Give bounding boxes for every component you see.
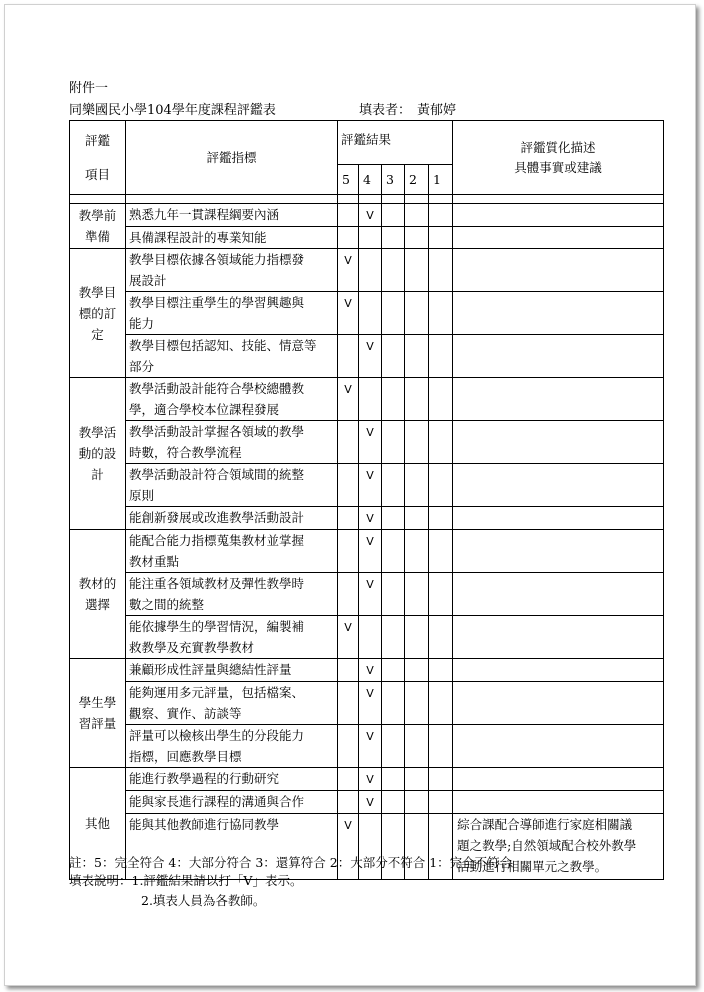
score-3-cell (382, 378, 405, 421)
score-2-cell (405, 530, 429, 573)
score-1: 1 (429, 165, 453, 195)
qualitative-note-cell (453, 616, 664, 659)
qualitative-note-cell (453, 768, 664, 791)
score-1-cell (429, 725, 453, 768)
qualitative-note-cell (453, 335, 664, 378)
score-2-cell (405, 292, 429, 335)
qualitative-note-cell (453, 292, 664, 335)
indicator-cell (126, 659, 338, 682)
score-3: 3 (382, 165, 405, 195)
indicator-line: 數之間的統整 (129, 597, 205, 612)
score-2-cell (405, 573, 429, 616)
header-category: 評鑑 項目 (70, 121, 126, 195)
score-1-cell (429, 659, 453, 682)
instruction-2: 2.填表人員為各教師。 (141, 893, 266, 908)
score-5-cell (338, 725, 359, 768)
score-5-cell (338, 464, 359, 507)
score-1-cell (429, 464, 453, 507)
score-1-cell (429, 507, 453, 530)
score-5-cell (338, 335, 359, 378)
score-4-cell (359, 659, 382, 682)
indicator-line: 教學目標包括認知、技能、情意等 (129, 338, 317, 353)
indicator-cell (126, 227, 338, 249)
category-label-part: 其他 (84, 816, 110, 831)
indicator-line: 教學活動設計能符合學校總體教 (129, 381, 305, 396)
table-row (70, 616, 664, 659)
score-1-cell (429, 227, 453, 249)
check-mark: V (344, 254, 352, 267)
score-1-cell (429, 378, 453, 421)
qualitative-note-cell (453, 791, 664, 814)
score-2-cell (405, 378, 429, 421)
qualitative-note-cell (453, 530, 664, 573)
score-2-cell (405, 204, 429, 227)
score-2-cell (405, 421, 429, 464)
indicator-line: 具備課程設計的專業知能 (129, 230, 267, 245)
score-2-cell (405, 227, 429, 249)
score-3-cell (382, 292, 405, 335)
score-5-cell (338, 616, 359, 659)
legend-note: 註：5：完全符合 4：大部分符合 3：還算符合 2：大部分不符合 1：完全不符合 (69, 855, 513, 870)
score-4-cell (359, 335, 382, 378)
indicator-cell (126, 421, 338, 464)
score-4-cell (359, 204, 382, 227)
category-cell (70, 530, 126, 659)
score-3-cell (382, 659, 405, 682)
qualitative-note-cell (453, 573, 664, 616)
note-line: 活動進行相關單元之教學。 (457, 859, 608, 874)
score-2-cell (405, 616, 429, 659)
indicator-cell (126, 530, 338, 573)
score-5-cell (338, 768, 359, 791)
table-row (70, 378, 664, 421)
check-mark: V (344, 621, 352, 634)
indicator-line: 能力 (129, 316, 155, 331)
indicator-line: 指標，回應教學目標 (129, 749, 242, 764)
qualitative-note-cell (453, 378, 664, 421)
score-5: 5 (338, 165, 359, 195)
table-row (70, 768, 664, 791)
score-1-cell (429, 573, 453, 616)
score-3-cell (382, 249, 405, 292)
score-3-cell (382, 464, 405, 507)
score-3-cell (382, 791, 405, 814)
category-label-part: 計 (91, 467, 104, 482)
indicator-line: 能依據學生的學習情況，編製補 (129, 619, 305, 634)
document-page (4, 4, 696, 986)
score-4-cell (359, 227, 382, 249)
table-row (70, 682, 664, 725)
score-3-cell (382, 616, 405, 659)
check-mark: V (366, 512, 374, 525)
indicator-line: 學，適合學校本位課程發展 (129, 402, 280, 417)
category-label-part: 定 (91, 326, 104, 342)
category-label-part: 教學目 (78, 284, 117, 300)
table-row (70, 791, 664, 814)
score-1-cell (429, 530, 453, 573)
indicator-line: 展設計 (129, 273, 167, 288)
score-2-cell (405, 507, 429, 530)
indicator-line: 熟悉九年一貫課程綱要內涵 (129, 207, 280, 222)
score-3-cell (382, 682, 405, 725)
indicator-line: 兼顧形成性評量與總結性評量 (129, 662, 292, 677)
table-row (70, 292, 664, 335)
indicator-line: 能與家長進行課程的溝通與合作 (129, 794, 305, 809)
table-row (70, 464, 664, 507)
indicator-cell (126, 768, 338, 791)
indicator-cell (126, 791, 338, 814)
indicator-line: 教學目標依據各領域能力指標發 (129, 252, 305, 267)
score-2-cell (405, 464, 429, 507)
score-5-cell (338, 204, 359, 227)
check-mark: V (366, 664, 374, 677)
score-5-cell (338, 249, 359, 292)
table-row (70, 227, 664, 249)
score-5-cell (338, 659, 359, 682)
score-3-cell (382, 768, 405, 791)
indicator-line: 教學目標注重學生的學習興趣與 (129, 295, 305, 310)
score-5-cell (338, 791, 359, 814)
check-mark: V (344, 383, 352, 396)
score-4-cell (359, 249, 382, 292)
table-row (70, 249, 664, 292)
table-row (70, 725, 664, 768)
score-4-cell (359, 616, 382, 659)
score-2-cell (405, 335, 429, 378)
score-3-cell (382, 530, 405, 573)
indicator-line: 能與其他教師進行協同教學 (129, 817, 280, 832)
category-label-part: 動的設 (78, 446, 117, 461)
instruction-1: 填表說明：1.評鑑結果請以打「V」表示。 (69, 873, 303, 888)
indicator-line: 教材重點 (129, 554, 180, 569)
category-cell (70, 659, 126, 768)
qualitative-note-cell (453, 464, 664, 507)
score-4-cell (359, 682, 382, 725)
score-2-cell (405, 249, 429, 292)
attachment-label: 附件一 (69, 81, 109, 96)
qualitative-note-cell (453, 507, 664, 530)
category-label-part: 學生學 (78, 695, 117, 710)
note-line: 題之教學;自然領域配合校外教學 (457, 838, 637, 853)
score-4-cell (359, 292, 382, 335)
table-row (70, 507, 664, 530)
gap-row (70, 195, 664, 204)
indicator-line: 評量可以檢核出學生的分段能力 (129, 728, 305, 743)
check-mark: V (366, 687, 374, 700)
score-4-cell (359, 725, 382, 768)
indicator-line: 教學活動設計符合領域間的統整 (129, 467, 305, 482)
check-mark: V (366, 340, 374, 353)
indicator-cell (126, 464, 338, 507)
indicator-cell (126, 507, 338, 530)
category-cell (70, 378, 126, 530)
category-cell (70, 204, 126, 249)
score-4-cell (359, 791, 382, 814)
score-5-cell (338, 292, 359, 335)
evaluation-table (69, 120, 664, 880)
table-row (70, 530, 664, 573)
indicator-line: 教學活動設計掌握各領域的教學 (129, 424, 305, 439)
qualitative-note-cell (453, 421, 664, 464)
score-5-cell (338, 421, 359, 464)
indicator-cell (126, 292, 338, 335)
score-2-cell (405, 768, 429, 791)
category-label-part: 選擇 (84, 597, 110, 612)
score-3-cell (382, 421, 405, 464)
check-mark: V (344, 297, 352, 310)
score-1-cell (429, 204, 453, 227)
check-mark: V (366, 426, 374, 439)
score-2: 2 (405, 165, 429, 195)
check-mark: V (366, 535, 374, 548)
indicator-line: 觀察、實作、訪談等 (129, 706, 242, 721)
filler-label: 填表者： (359, 103, 412, 118)
table-row (70, 421, 664, 464)
score-1-cell (429, 292, 453, 335)
indicator-line: 救教學及充實教學教材 (129, 640, 255, 655)
score-3-cell (382, 573, 405, 616)
score-4: 4 (359, 165, 382, 195)
score-3-cell (382, 725, 405, 768)
score-4-cell (359, 768, 382, 791)
score-1-cell (429, 421, 453, 464)
form-title: 同樂國民小學104學年度課程評鑑表 (69, 103, 276, 118)
score-1-cell (429, 768, 453, 791)
score-4-cell (359, 378, 382, 421)
indicator-line: 能配合能力指標蒐集教材並掌握 (129, 533, 305, 548)
indicator-line: 原則 (129, 488, 155, 503)
qualitative-note-cell (453, 204, 664, 227)
indicator-cell (126, 378, 338, 421)
category-cell (70, 249, 126, 378)
category-label-part: 教學前 (78, 208, 117, 223)
category-label-part: 教材的 (78, 576, 117, 591)
indicator-line: 能注重各領域教材及彈性教學時 (129, 576, 305, 591)
header-qualitative: 評鑑質化描述 具體事實或建議 (453, 121, 664, 195)
score-3-cell (382, 507, 405, 530)
category-label-part: 準備 (84, 229, 110, 244)
score-1-cell (429, 791, 453, 814)
score-5-cell (338, 378, 359, 421)
score-4-cell (359, 530, 382, 573)
indicator-cell (126, 682, 338, 725)
score-4-cell (359, 464, 382, 507)
check-mark: V (366, 730, 374, 743)
score-4-cell (359, 507, 382, 530)
qualitative-note-cell (453, 249, 664, 292)
check-mark: V (366, 773, 374, 786)
score-2-cell (405, 791, 429, 814)
score-4-cell (359, 421, 382, 464)
category-label-part: 教學活 (78, 425, 117, 440)
score-1-cell (429, 335, 453, 378)
qualitative-note-cell (453, 725, 664, 768)
category-label-part: 習評量 (78, 716, 117, 731)
table-row (70, 659, 664, 682)
score-3-cell (382, 204, 405, 227)
indicator-cell (126, 573, 338, 616)
qualitative-note-cell (453, 227, 664, 249)
table-row (70, 204, 664, 227)
check-mark: V (366, 469, 374, 482)
score-4-cell (359, 573, 382, 616)
score-5-cell (338, 507, 359, 530)
qualitative-note-cell (453, 682, 664, 725)
score-5-cell (338, 227, 359, 249)
category-label-part: 標的訂 (78, 305, 117, 321)
score-3-cell (382, 227, 405, 249)
filler-name: 黃郁婷 (417, 103, 457, 118)
header-result: 評鑑結果 (338, 121, 453, 165)
check-mark: V (366, 578, 374, 591)
score-5-cell (338, 682, 359, 725)
filler-line (353, 99, 456, 118)
score-1-cell (429, 682, 453, 725)
indicator-line: 能進行教學過程的行動研究 (129, 771, 280, 786)
score-2-cell (405, 725, 429, 768)
score-3-cell (382, 335, 405, 378)
score-1-cell (429, 249, 453, 292)
score-1-cell (429, 616, 453, 659)
indicator-line: 能創新發展或改進教學活動設計 (129, 510, 305, 525)
score-5-cell (338, 573, 359, 616)
note-line: 綜合課配合導師進行家庭相關議 (457, 817, 633, 832)
indicator-line: 能夠運用多元評量，包括檔案、 (129, 685, 305, 700)
indicator-cell (126, 335, 338, 378)
header-indicator: 評鑑指標 (126, 121, 338, 195)
indicator-cell (126, 204, 338, 227)
check-mark: V (344, 819, 352, 832)
indicator-line: 部分 (129, 359, 155, 374)
check-mark: V (366, 209, 374, 222)
indicator-line: 時數，符合教學流程 (129, 445, 242, 460)
score-2-cell (405, 682, 429, 725)
qualitative-note-cell (453, 659, 664, 682)
score-2-cell (405, 659, 429, 682)
score-5-cell (338, 530, 359, 573)
check-mark: V (366, 796, 374, 809)
table-row (70, 335, 664, 378)
indicator-cell (126, 616, 338, 659)
indicator-cell (126, 725, 338, 768)
indicator-cell (126, 249, 338, 292)
table-row (70, 573, 664, 616)
